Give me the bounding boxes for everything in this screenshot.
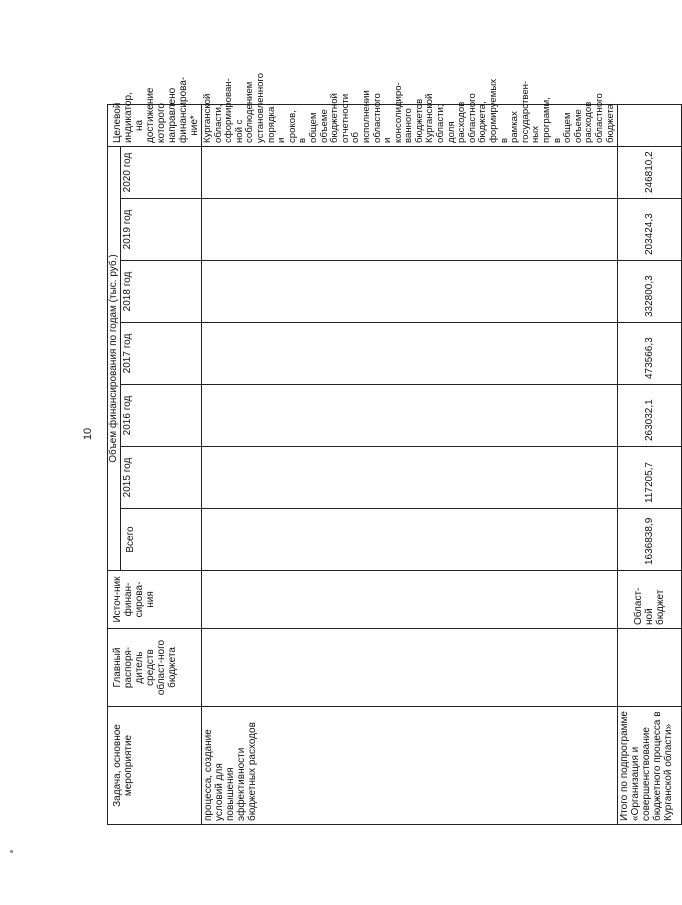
total-row-year-value: 203424,3 bbox=[618, 199, 682, 261]
header-year: 2018 год bbox=[120, 261, 201, 323]
total-row-year-value: 246810,2 bbox=[618, 147, 682, 199]
total-row-year-value: 332800,3 bbox=[618, 261, 682, 323]
row1-year-cell bbox=[202, 323, 618, 385]
header-year: 2017 год bbox=[120, 323, 201, 385]
row1-year-cell bbox=[202, 447, 618, 509]
header-year: 2020 год bbox=[120, 147, 201, 199]
row1-year-cell bbox=[202, 261, 618, 323]
header-source: Источ-ник финан-сирова-ния bbox=[108, 571, 202, 629]
header-total: Всего bbox=[120, 509, 201, 571]
total-row-indicator bbox=[618, 105, 682, 147]
financing-table bbox=[107, 72, 682, 825]
row1-manager bbox=[202, 629, 618, 707]
row1-year-cell bbox=[202, 147, 618, 199]
total-row-year-value: 473566,3 bbox=[618, 323, 682, 385]
table-row bbox=[202, 105, 618, 825]
total-row bbox=[618, 105, 682, 825]
total-row-year-value: 263032,1 bbox=[618, 385, 682, 447]
page-number: 10 bbox=[82, 427, 94, 441]
header-volume: Объем финансирования по годам (тыс. руб.) bbox=[108, 147, 121, 571]
header-manager: Главный распоря-дитель средств област-ного бюджета bbox=[108, 629, 202, 707]
header-task: Задача, основное мероприятие bbox=[108, 707, 202, 825]
total-row-year-value: 117205,7 bbox=[618, 447, 682, 509]
total-row-source: Област-ной бюджет bbox=[618, 571, 682, 629]
total-row-total: 1636838,9 bbox=[618, 509, 682, 571]
rotated-table-container bbox=[107, 72, 675, 825]
header-indicator: Целевой индикатор, на достижение которого направлено финансирова-ние* bbox=[108, 105, 202, 147]
scan-mark bbox=[10, 850, 13, 853]
row1-source bbox=[202, 571, 618, 629]
total-row-manager bbox=[618, 629, 682, 707]
row1-total bbox=[202, 509, 618, 571]
row1-year-cell bbox=[202, 385, 618, 447]
header-year: 2019 год bbox=[120, 199, 201, 261]
header-row-1 bbox=[108, 105, 121, 825]
total-row-label: Итого по подпрограмме «Организация и совершенствование бюджетного процесса в Курганской области» bbox=[618, 707, 682, 825]
header-year: 2016 год bbox=[120, 385, 201, 447]
header-year: 2015 год bbox=[120, 447, 201, 509]
row1-task: процесса, создание условий для повышения эффективности бюджетных расходов bbox=[202, 707, 618, 825]
row1-year-cell bbox=[202, 199, 618, 261]
row1-indicator: Курганской области, сформирован-ной с соблюдением установленного порядка и сроков, в общем объеме бюджетной отчетности об исполнении областного и консолидиро-ванного бюджетов Курганской области; доля расходов областного бюджета, формируемых в рамках государствен-ных программ, в общем объеме расходов областного бюджета bbox=[202, 105, 618, 147]
